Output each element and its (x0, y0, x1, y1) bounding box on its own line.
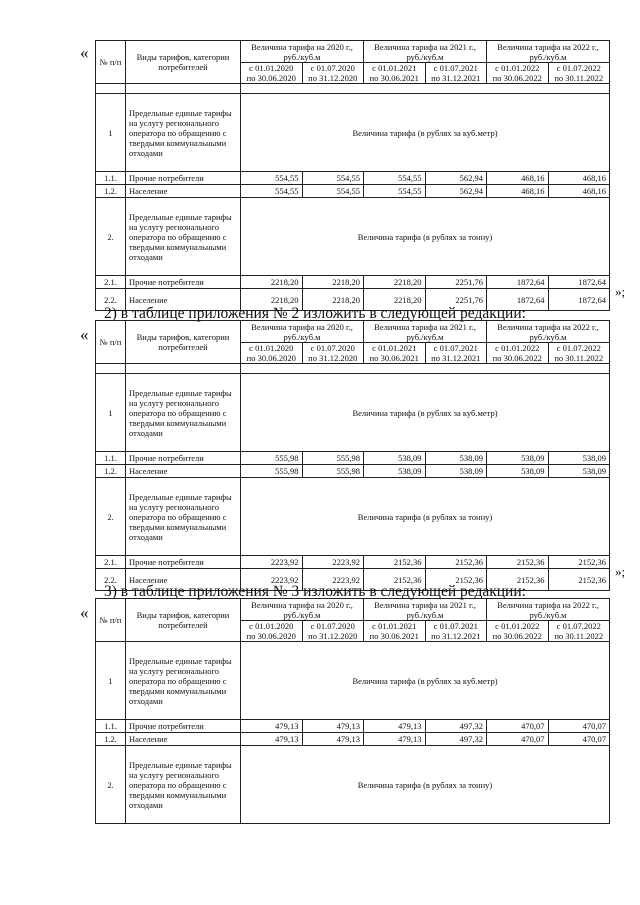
group-description: Предельные единые тарифы на услугу регионального оператора по обращению с твердыми коммунальными отходами (126, 198, 241, 276)
tariff-value: 554,55 (241, 172, 303, 185)
tariff-value: 2218,20 (364, 289, 426, 311)
category-label: Население (126, 569, 241, 591)
group-description: Предельные единые тарифы на услугу регионального оператора по обращению с твердыми коммунальными отходами (126, 94, 241, 172)
header-period: с 01.01.2022 по 30.06.2022 (487, 63, 549, 84)
tariff-value: 538,09 (487, 452, 549, 465)
tariff-value: 1872,64 (548, 289, 610, 311)
tariff-value: 538,09 (364, 452, 426, 465)
tariff-value: 479,13 (241, 733, 303, 746)
opening-quote: « (80, 325, 89, 344)
unit-note: Величина тарифа (в рублях за тонну) (241, 746, 610, 824)
tariff-value: 468,16 (548, 172, 610, 185)
header-period: с 01.07.2020 по 31.12.2020 (302, 343, 364, 364)
row-number: 1.2. (96, 465, 126, 478)
category-label: Прочие потребители (126, 172, 241, 185)
tariff-value: 2152,36 (548, 569, 610, 591)
row-number: 1.1. (96, 172, 126, 185)
tariff-value: 2152,36 (487, 569, 549, 591)
tariff-value: 554,55 (364, 185, 426, 198)
tariff-value: 555,98 (241, 452, 303, 465)
tariff-value: 1872,64 (487, 289, 549, 311)
tariff-value: 468,16 (548, 185, 610, 198)
opening-quote: « (80, 603, 89, 622)
category-label: Прочие потребители (126, 720, 241, 733)
category-label: Население (126, 733, 241, 746)
row-number: 1 (96, 642, 126, 720)
closing-quote: »; (615, 564, 626, 579)
tariff-value: 2218,20 (241, 276, 303, 289)
header-period: с 01.07.2022 по 30.11.2022 (548, 343, 610, 364)
header-period: с 01.07.2021 по 31.12.2021 (425, 621, 487, 642)
header-year-2022: Величина тарифа на 2022 г., руб./куб.м (487, 41, 610, 63)
tariff-value: 562,94 (425, 185, 487, 198)
row-number: 1.2. (96, 733, 126, 746)
tariff-value: 2152,36 (364, 569, 426, 591)
row-number: 2.2. (96, 289, 126, 311)
tariff-value: 554,55 (241, 185, 303, 198)
tariff-value: 538,09 (364, 465, 426, 478)
unit-note: Величина тарифа (в рублях за тонну) (241, 478, 610, 556)
header-number: № п/п (96, 41, 126, 84)
row-number: 1.2. (96, 185, 126, 198)
header-year-2021: Величина тарифа на 2021 г., руб./куб.м (364, 599, 487, 621)
tariff-value: 538,09 (425, 465, 487, 478)
tariff-value: 2152,36 (487, 556, 549, 569)
section-heading-3: 3) в таблице приложения № 3 изложить в следующей редакции: (104, 583, 526, 600)
category-label: Прочие потребители (126, 556, 241, 569)
tariff-value: 479,13 (302, 720, 364, 733)
header-year-2022: Величина тарифа на 2022 г., руб./куб.м (487, 321, 610, 343)
row-number: 2.1. (96, 556, 126, 569)
header-tariff-kind: Виды тарифов, категории потребителей (126, 41, 241, 84)
tariff-value: 479,13 (302, 733, 364, 746)
category-label: Прочие потребители (126, 452, 241, 465)
category-label: Население (126, 185, 241, 198)
header-period: с 01.01.2022 по 30.06.2022 (487, 343, 549, 364)
tariff-value: 2223,92 (241, 556, 303, 569)
row-number: 1 (96, 374, 126, 452)
header-period: с 01.01.2021 по 30.06.2021 (364, 63, 426, 84)
tariff-value: 554,55 (364, 172, 426, 185)
tariff-value: 538,09 (548, 452, 610, 465)
tariff-value: 1872,64 (487, 276, 549, 289)
tariff-value: 470,07 (548, 733, 610, 746)
tariff-value: 2152,36 (364, 556, 426, 569)
header-period: с 01.01.2020 по 30.06.2020 (241, 63, 303, 84)
unit-note: Величина тарифа (в рублях за тонну) (241, 198, 610, 276)
header-period: с 01.01.2021 по 30.06.2021 (364, 343, 426, 364)
header-period: с 01.07.2022 по 30.11.2022 (548, 621, 610, 642)
category-label: Население (126, 465, 241, 478)
header-number: № п/п (96, 321, 126, 364)
tariff-value: 468,16 (487, 172, 549, 185)
header-number: № п/п (96, 599, 126, 642)
unit-note: Величина тарифа (в рублях за куб.метр) (241, 374, 610, 452)
header-period: с 01.07.2020 по 31.12.2020 (302, 621, 364, 642)
tariff-table-3 (95, 598, 610, 824)
tariff-value: 538,09 (425, 452, 487, 465)
tariff-value: 470,07 (548, 720, 610, 733)
tariff-value: 2251,76 (425, 276, 487, 289)
tariff-value: 2218,20 (302, 276, 364, 289)
tariff-value: 538,09 (487, 465, 549, 478)
header-period: с 01.01.2021 по 30.06.2021 (364, 621, 426, 642)
header-year-2020: Величина тарифа на 2020 г., руб./куб.м (241, 321, 364, 343)
group-description: Предельные единые тарифы на услугу регионального оператора по обращению с твердыми коммунальными отходами (126, 374, 241, 452)
row-number: 1.1. (96, 720, 126, 733)
group-description: Предельные единые тарифы на услугу регионального оператора по обращению с твердыми коммунальными отходами (126, 746, 241, 824)
row-number: 2.2. (96, 569, 126, 591)
unit-note: Величина тарифа (в рублях за куб.метр) (241, 642, 610, 720)
tariff-value: 562,94 (425, 172, 487, 185)
row-number: 2. (96, 478, 126, 556)
row-number: 2.1. (96, 276, 126, 289)
tariff-value: 468,16 (487, 185, 549, 198)
tariff-value: 479,13 (241, 720, 303, 733)
header-year-2021: Величина тарифа на 2021 г., руб./куб.м (364, 41, 487, 63)
tariff-value: 1872,64 (548, 276, 610, 289)
header-period: с 01.07.2022 по 30.11.2022 (548, 63, 610, 84)
tariff-value: 554,55 (302, 185, 364, 198)
tariff-table-1 (95, 40, 610, 311)
tariff-value: 554,55 (302, 172, 364, 185)
header-period: с 01.07.2020 по 31.12.2020 (302, 63, 364, 84)
group-description: Предельные единые тарифы на услугу регионального оператора по обращению с твердыми коммунальными отходами (126, 478, 241, 556)
tariff-value: 2223,92 (241, 569, 303, 591)
row-number: 1.1. (96, 452, 126, 465)
tariff-value: 470,07 (487, 733, 549, 746)
header-period: с 01.01.2020 по 30.06.2020 (241, 621, 303, 642)
tariff-value: 497,32 (425, 733, 487, 746)
tariff-value: 2223,92 (302, 569, 364, 591)
tariff-value: 2218,20 (241, 289, 303, 311)
header-tariff-kind: Виды тарифов, категории потребителей (126, 321, 241, 364)
tariff-table-2 (95, 320, 610, 591)
group-description: Предельные единые тарифы на услугу регионального оператора по обращению с твердыми коммунальными отходами (126, 642, 241, 720)
opening-quote: « (80, 43, 89, 62)
tariff-value: 2218,20 (364, 276, 426, 289)
tariff-value: 555,98 (302, 452, 364, 465)
header-tariff-kind: Виды тарифов, категории потребителей (126, 599, 241, 642)
tariff-value: 2251,76 (425, 289, 487, 311)
header-year-2022: Величина тарифа на 2022 г., руб./куб.м (487, 599, 610, 621)
header-period: с 01.07.2021 по 31.12.2021 (425, 343, 487, 364)
tariff-value: 555,98 (241, 465, 303, 478)
header-year-2021: Величина тарифа на 2021 г., руб./куб.м (364, 321, 487, 343)
unit-note: Величина тарифа (в рублях за куб.метр) (241, 94, 610, 172)
row-number: 1 (96, 94, 126, 172)
header-year-2020: Величина тарифа на 2020 г., руб./куб.м (241, 41, 364, 63)
row-number: 2. (96, 198, 126, 276)
header-period: с 01.01.2022 по 30.06.2022 (487, 621, 549, 642)
tariff-value: 555,98 (302, 465, 364, 478)
tariff-value: 2152,36 (425, 556, 487, 569)
section-heading-2: 2) в таблице приложения № 2 изложить в следующей редакции: (104, 305, 526, 322)
tariff-value: 538,09 (548, 465, 610, 478)
tariff-value: 479,13 (364, 720, 426, 733)
tariff-value: 2223,92 (302, 556, 364, 569)
category-label: Население (126, 289, 241, 311)
tariff-value: 470,07 (487, 720, 549, 733)
category-label: Прочие потребители (126, 276, 241, 289)
header-period: с 01.01.2020 по 30.06.2020 (241, 343, 303, 364)
tariff-value: 479,13 (364, 733, 426, 746)
tariff-value: 2152,36 (425, 569, 487, 591)
header-year-2020: Величина тарифа на 2020 г., руб./куб.м (241, 599, 364, 621)
tariff-value: 497,32 (425, 720, 487, 733)
header-period: с 01.07.2021 по 31.12.2021 (425, 63, 487, 84)
row-number: 2. (96, 746, 126, 824)
closing-quote: »; (615, 284, 626, 299)
tariff-value: 2218,20 (302, 289, 364, 311)
tariff-value: 2152,36 (548, 556, 610, 569)
